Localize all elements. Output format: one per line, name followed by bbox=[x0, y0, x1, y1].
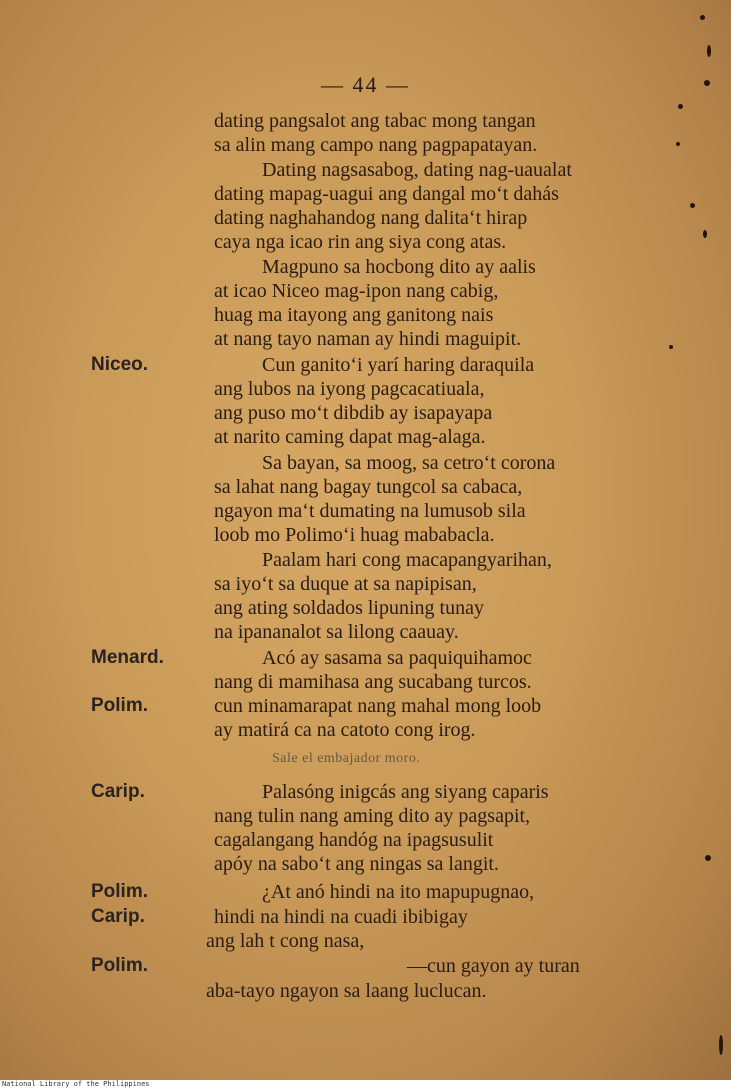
verse-line: apóy na sabo‘t ang ningas sa langit. bbox=[214, 853, 499, 875]
verse-line: aba-tayo ngayon sa laang luclucan. bbox=[206, 980, 487, 1002]
ink-speck bbox=[707, 45, 711, 57]
verse-line: Magpuno sa hocbong dito ay aalis bbox=[262, 256, 536, 278]
verse-line: ang puso mo‘t dibdib ay isapayapa bbox=[214, 402, 493, 424]
verse-line: sa lahat nang bagay tungcol sa cabaca, bbox=[214, 476, 523, 498]
verse-line: huag ma itayong ang ganitong nais bbox=[214, 304, 494, 326]
verse-line: dating pangsalot ang tabac mong tangan bbox=[214, 110, 536, 132]
verse-line: dating naghahandog nang dalita‘t hirap bbox=[214, 207, 528, 229]
verse-line: Acó ay sasama sa paquiquihamoc bbox=[262, 647, 532, 669]
verse-line: Dating nagsasabog, dating nag-uaualat bbox=[262, 159, 572, 181]
verse-line: caya nga icao rin ang siya cong atas. bbox=[214, 231, 507, 253]
speaker-label: Polim. bbox=[91, 881, 149, 902]
ink-speck bbox=[700, 15, 705, 20]
verse-line: loob mo Polimo‘i huag mababacla. bbox=[214, 524, 495, 546]
ink-speck bbox=[719, 1035, 723, 1055]
verse-line: ay matirá ca na catoto cong irog. bbox=[214, 719, 476, 741]
ink-speck bbox=[676, 142, 680, 146]
speaker-label: Polim. bbox=[91, 955, 149, 976]
ink-speck bbox=[704, 80, 710, 86]
verse-line: nang di mamihasa ang sucabang turcos. bbox=[214, 671, 532, 693]
verse-line: cun minamarapat nang mahal mong loob bbox=[214, 695, 542, 717]
library-credit: National Library of the Philippines bbox=[0, 1080, 731, 1088]
speaker-label: Carip. bbox=[91, 781, 145, 802]
ink-speck bbox=[678, 104, 683, 109]
verse-line: at icao Niceo mag-ipon nang cabig, bbox=[214, 280, 499, 302]
verse-line: at narito caming dapat mag-alaga. bbox=[214, 426, 486, 448]
verse-line: Palasóng inigcás ang siyang caparis bbox=[262, 781, 549, 803]
ink-speck bbox=[705, 855, 711, 861]
verse-line: ¿At anó hindi na ito mapupugnao, bbox=[262, 881, 535, 903]
verse-line: nang tulin nang aming dito ay pagsapit, bbox=[214, 805, 531, 827]
speaker-label: Carip. bbox=[91, 906, 145, 927]
speaker-label: Menard. bbox=[91, 647, 164, 668]
verse-line: ang ating soldados lipuning tunay bbox=[214, 597, 484, 619]
verse-line: ang lubos na iyong pagcacatiuala, bbox=[214, 378, 485, 400]
verse-line: sa alin mang campo nang pagpapatayan. bbox=[214, 134, 538, 156]
verse-line: at nang tayo naman ay hindi maguipit. bbox=[214, 328, 522, 350]
page-number: — 44 — bbox=[321, 72, 410, 97]
verse-line: —cun gayon ay turan bbox=[407, 955, 580, 977]
speaker-label: Polim. bbox=[91, 695, 149, 716]
verse-line: sa iyo‘t sa duque at sa napipisan, bbox=[214, 573, 477, 595]
verse-line: Sa bayan, sa moog, sa cetro‘t corona bbox=[262, 452, 556, 474]
verse-line: Cun ganito‘i yarí haring daraquila bbox=[262, 354, 535, 376]
verse-line: dating mapag-uagui ang dangal mo‘t dahás bbox=[214, 183, 559, 205]
speaker-label: Niceo. bbox=[91, 354, 149, 375]
verse-line: na ipananalot sa lilong caauay. bbox=[214, 621, 459, 643]
verse-line: ngayon ma‘t dumating na lumusob sila bbox=[214, 500, 526, 522]
verse-line: Paalam hari cong macapangyarihan, bbox=[262, 549, 552, 571]
stage-direction: Sale el embajador moro. bbox=[272, 751, 421, 766]
ink-speck bbox=[669, 345, 673, 349]
ink-speck bbox=[703, 230, 707, 238]
verse-line: hindi na hindi na cuadi ibibigay bbox=[214, 906, 468, 928]
verse-line: cagalangang handóg na ipagsusulit bbox=[214, 829, 494, 851]
ink-speck bbox=[690, 203, 695, 208]
verse-line: ang lah t cong nasa, bbox=[206, 930, 365, 952]
